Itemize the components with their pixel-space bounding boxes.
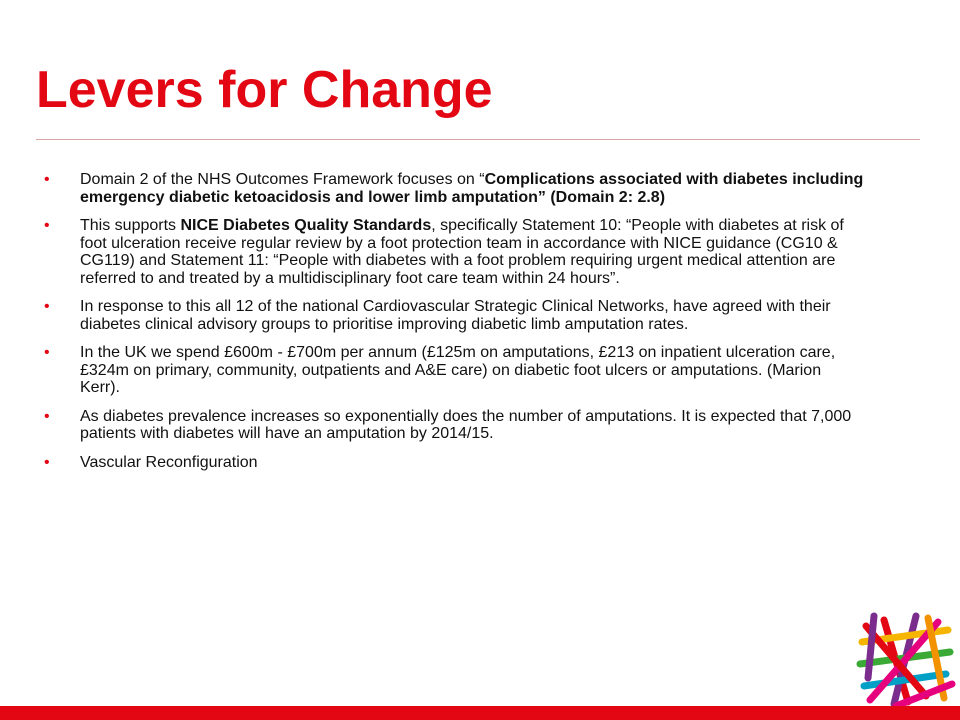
slide-title: Levers for Change (36, 61, 493, 119)
bullet-marker: • (44, 217, 50, 234)
bullet-text-segment: This supports (80, 217, 181, 234)
bullet-text-bold: NICE Diabetes Quality Standards (180, 217, 432, 234)
bullet-text: In the UK we spend £600m - £700m per annum (£125m on amputations, £213 on inpatient ulceration care, £324m on primary, community, outpatients and A&E care) on diabetic foot ulcers or amputations. (Marion Kerr). (80, 344, 836, 396)
woven-lines-logo-icon (856, 612, 956, 708)
bullet-item (44, 344, 864, 397)
bullet-text (80, 171, 863, 206)
bullet-text: As diabetes prevalence increases so exponentially does the number of amputations. It is expected that 7,000 patients with diabetes will have an amputation by 2014/15. (80, 407, 852, 442)
bullet-text-bold: Complications associated with diabetes including emergency diabetic ketoacidosis and lower limb amputation” (Domain 2: 2.8) (80, 171, 864, 206)
bullet-item (44, 454, 864, 472)
bullet-marker: • (44, 344, 50, 361)
bullet-list (44, 171, 864, 482)
bullet-marker: • (44, 298, 50, 315)
bullet-text-segment: Domain 2 of the NHS Outcomes Framework focuses on “ (80, 171, 485, 188)
bullet-text-segment: , specifically Statement 10: “People with diabetes at risk of foot ulceration receive regular review by a foot protection team in accordance with NICE guidance (CG10 & CG119) and Statement 11: “People with diabetes with a foot problem requiring urgent medical attention are referred to and treated by a multidisciplinary foot care team within 24 hours”. (80, 217, 844, 287)
bullet-marker: • (44, 171, 50, 188)
bullet-text (80, 217, 844, 287)
bullet-text: In response to this all 12 of the national Cardiovascular Strategic Clinical Networks, have agreed with their diabetes clinical advisory groups to prioritise improving diabetic limb amputation rates. (80, 298, 831, 333)
bullet-item (44, 408, 864, 443)
bullet-text: Vascular Reconfiguration (80, 453, 258, 471)
bullet-item (44, 217, 864, 287)
bullet-marker: • (44, 453, 50, 471)
footer-accent-bar (0, 706, 960, 720)
bullet-marker: • (44, 407, 50, 425)
title-divider (36, 139, 920, 140)
bullet-item (44, 171, 864, 206)
bullet-item (44, 298, 864, 333)
